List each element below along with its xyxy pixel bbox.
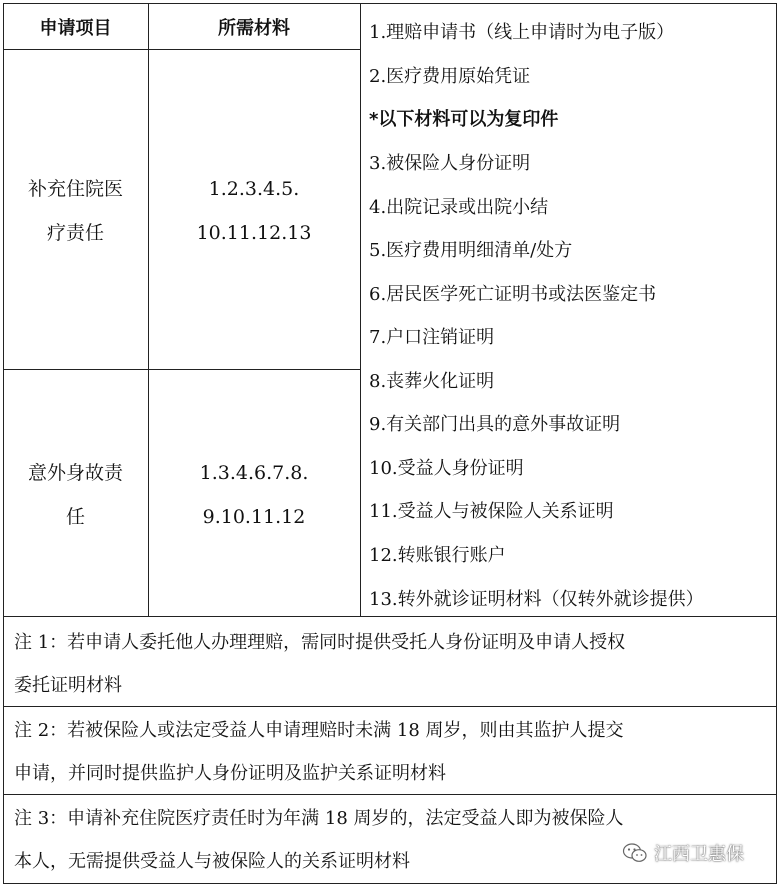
header-divider	[3, 49, 361, 50]
note-2	[14, 709, 766, 795]
material-item: 10.受益人身份证明	[369, 458, 524, 479]
row-2-item	[3, 451, 148, 539]
note-2-line-2: 申请，并同时提供监护人身份证明及监护关系证明材料	[14, 763, 446, 784]
row-2-materials-line-2: 9.10.11.12	[202, 506, 306, 528]
row-1-item-line-2: 疗责任	[46, 222, 104, 244]
note-1-line-2: 委托证明材料	[14, 675, 122, 696]
row-2-item-line-2: 任	[65, 506, 85, 528]
material-item: 1.理赔申请书（线上申请时为电子版）	[369, 22, 675, 43]
note-3-line-1: 注 3：申请补充住院医疗责任时为年满 18 周岁的，法定受益人即为被保险人	[14, 808, 624, 829]
material-item: 8.丧葬火化证明	[369, 371, 495, 392]
row-1-materials-line-1: 1.2.3.4.5.	[208, 178, 300, 200]
material-item: 7.户口注销证明	[369, 327, 495, 348]
note-1	[14, 621, 766, 707]
header-item: 申请项目	[39, 18, 112, 39]
note-3-line-2: 本人，无需提供受益人与被保险人的关系证明材料	[14, 851, 410, 872]
row-1-item	[3, 167, 148, 255]
material-item: 12.转账银行账户	[369, 545, 506, 566]
table-border-left	[3, 3, 4, 884]
material-item: 2.医疗费用原始凭证	[369, 66, 531, 87]
row-1-materials-line-2: 10.11.12.13	[196, 222, 312, 244]
table-border-right	[776, 3, 777, 884]
header-materials: 所需材料	[218, 18, 290, 39]
wechat-icon	[622, 842, 648, 864]
table-border-bottom	[3, 883, 777, 884]
row-1-materials	[148, 167, 360, 255]
row-1-item-line-1: 补充住院医	[27, 178, 123, 200]
material-note-copies: *以下材料可以为复印件	[369, 109, 559, 130]
note-2-line-1: 注 2：若被保险人或法定受益人申请理赔时未满 18 周岁，则由其监护人提交	[14, 720, 624, 741]
watermark-text: 江西卫惠保	[654, 844, 744, 865]
column-divider-2	[360, 3, 361, 617]
row-divider	[3, 369, 361, 370]
row-2-materials	[148, 451, 360, 539]
material-item: 11.受益人与被保险人关系证明	[369, 501, 614, 522]
material-item: 5.医疗费用明细清单/处方	[369, 240, 573, 261]
material-item: 6.居民医学死亡证明书或法医鉴定书	[369, 284, 657, 305]
watermark	[622, 840, 744, 866]
material-item: 9.有关部门出具的意外事故证明	[369, 414, 621, 435]
note-1-line-1: 注 1：若申请人委托他人办理理赔，需同时提供受托人身份证明及申请人授权	[14, 632, 626, 653]
material-item: 4.出院记录或出院小结	[369, 197, 549, 218]
row-2-item-line-1: 意外身故责	[27, 462, 123, 484]
notes-divider-1	[3, 616, 777, 617]
material-item: 13.转外就诊证明材料（仅转外就诊提供）	[369, 589, 704, 610]
material-item: 3.被保险人身份证明	[369, 153, 531, 174]
row-2-materials-line-1: 1.3.4.6.7.8.	[199, 462, 309, 484]
table-border-top	[3, 3, 777, 4]
